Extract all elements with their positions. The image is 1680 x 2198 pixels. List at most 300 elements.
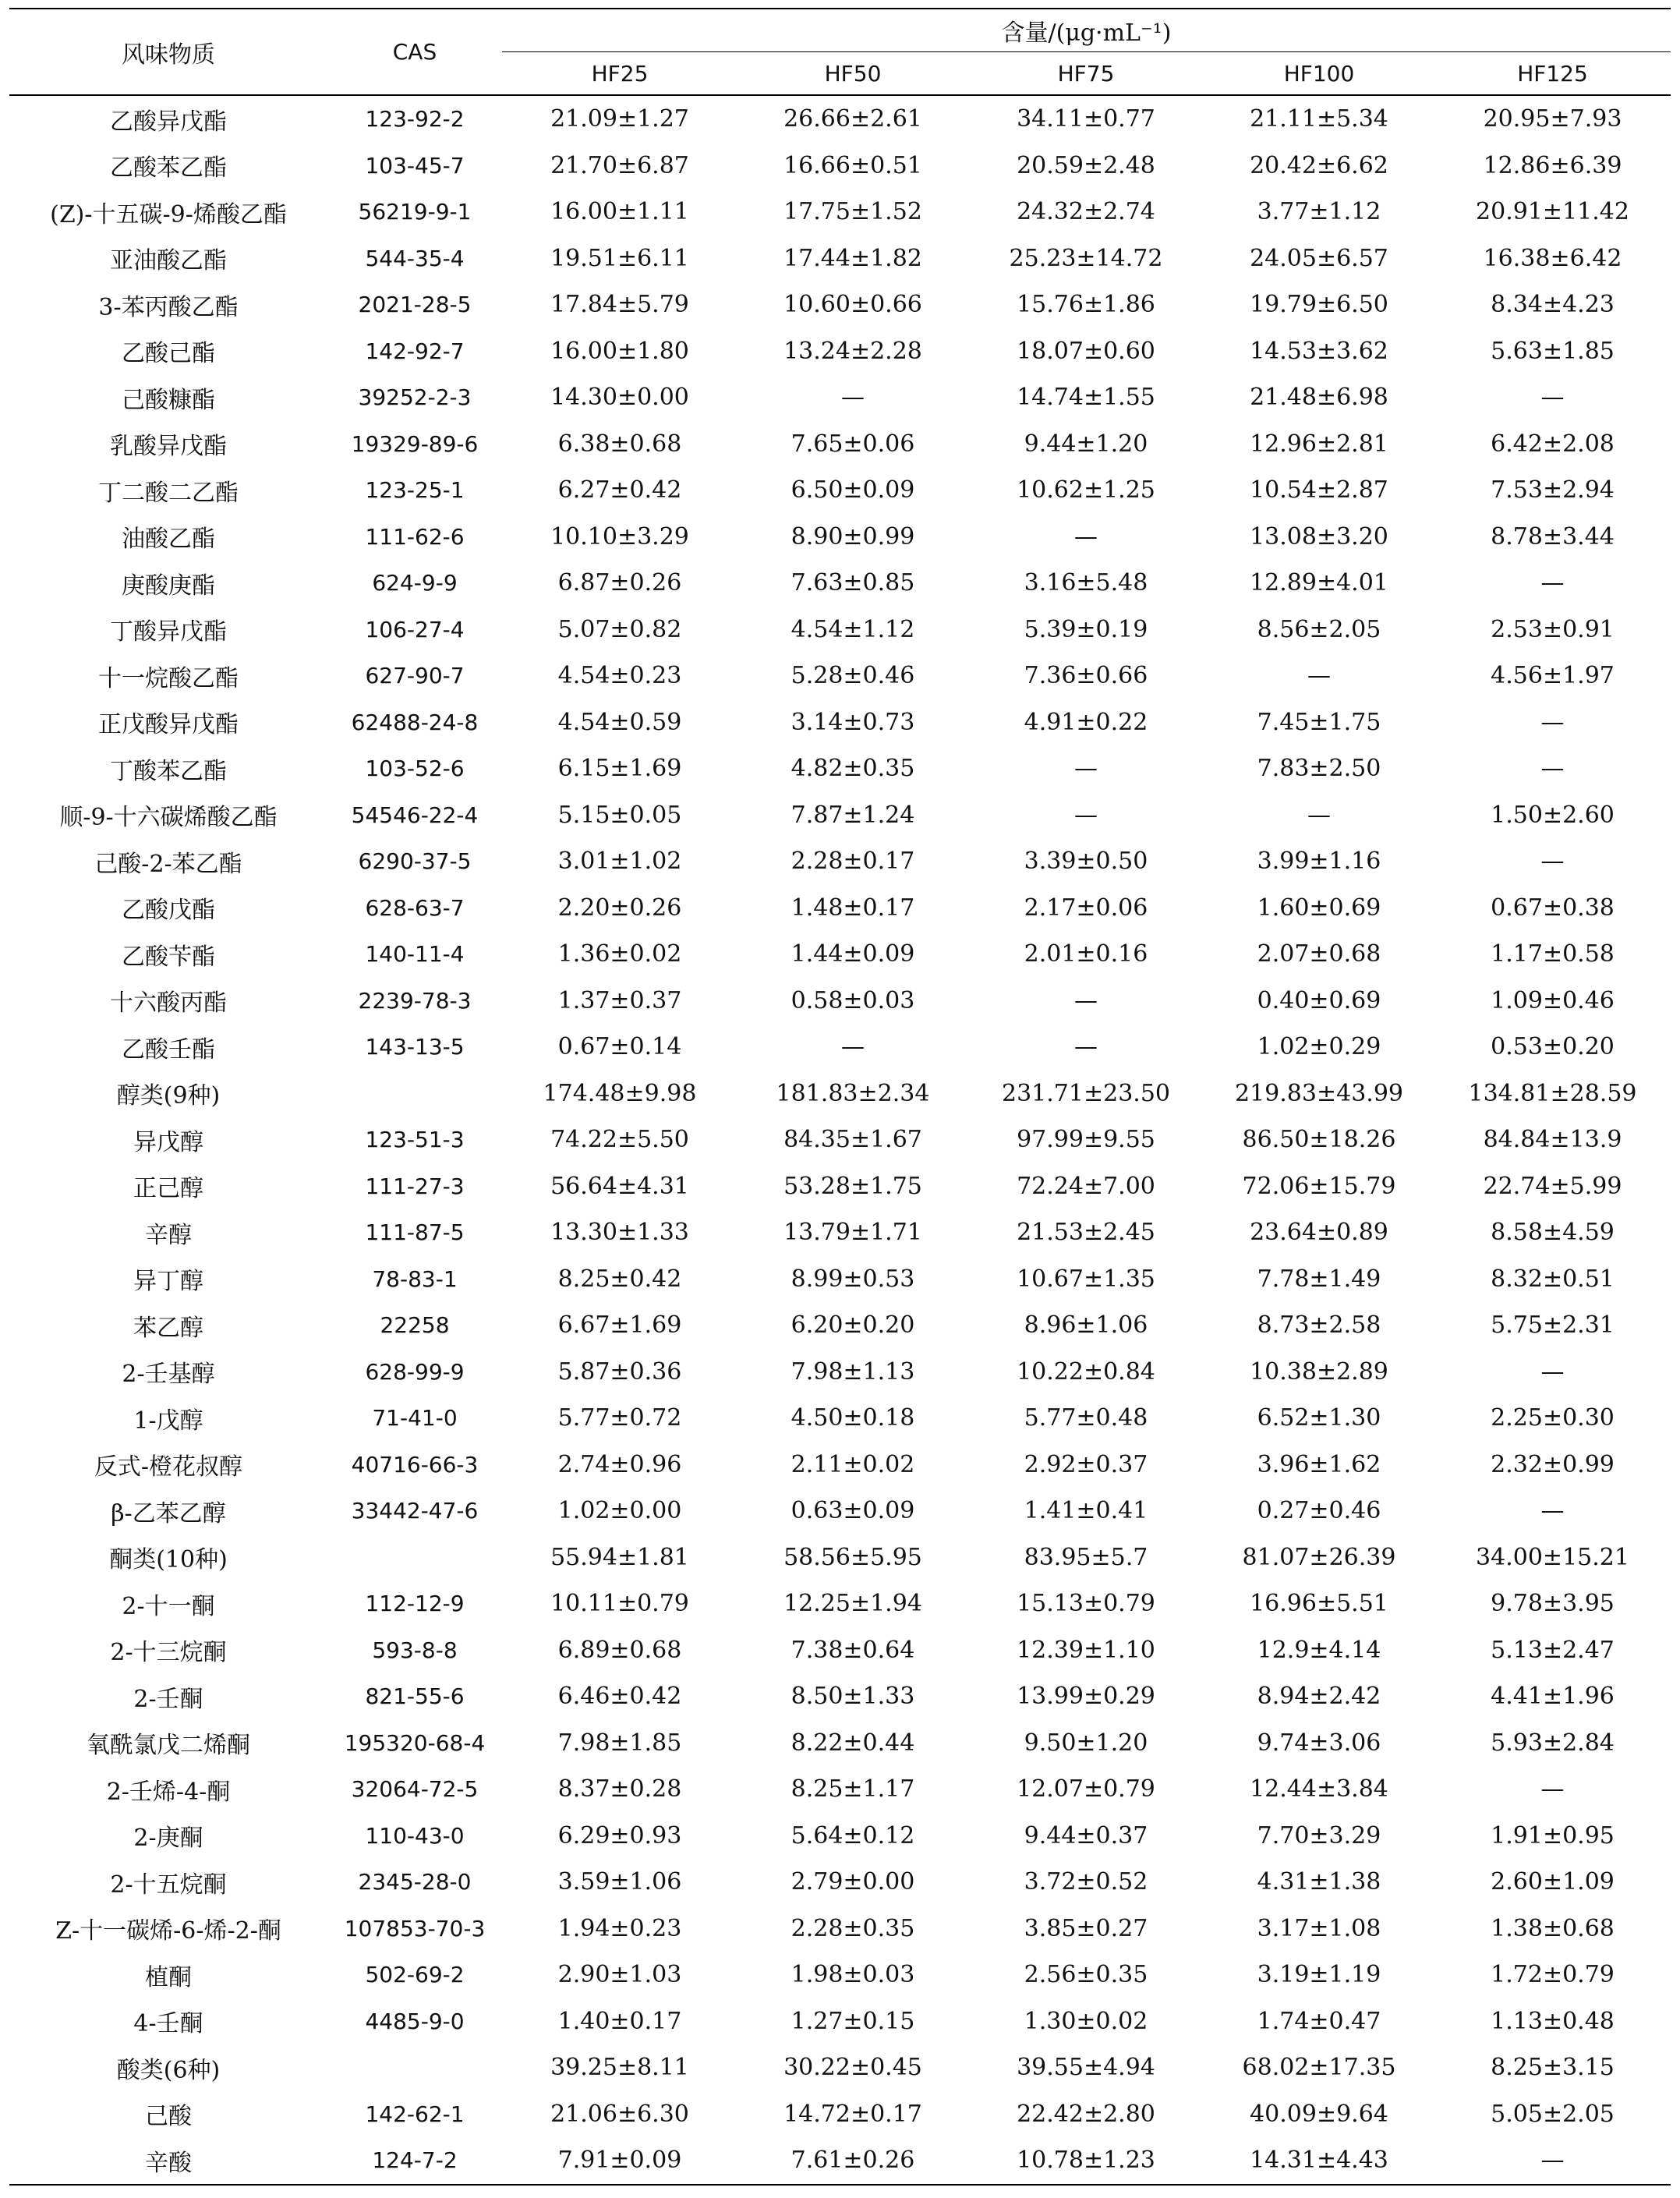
compound-name: 氧酰氯戊二烯酮 <box>87 1732 250 1760</box>
compound-name: 2-庚酮 <box>133 1825 203 1853</box>
cas-number: 32064-72-5 <box>351 1776 479 1803</box>
content-value: 12.44±3.84 <box>1250 1775 1388 1803</box>
content-value: 12.39±1.10 <box>1017 1636 1155 1664</box>
content-value: 0.53±0.20 <box>1491 1033 1615 1061</box>
content-value: 8.25±1.17 <box>790 1775 915 1803</box>
table-row <box>9 1813 1671 1860</box>
compound-name: 植酮 <box>145 1963 192 1991</box>
cas-number: 142-92-7 <box>365 338 465 364</box>
content-value: 2.32±0.99 <box>1491 1450 1615 1478</box>
compound-name: 辛酸 <box>9 2137 327 2185</box>
content-value: — <box>1540 1497 1565 1525</box>
content-value: 8.99±0.53 <box>790 1265 915 1293</box>
content-value: 55.94±1.81 <box>550 1543 689 1571</box>
content-value: 5.63±1.85 <box>1491 337 1615 365</box>
table-row <box>9 885 1671 932</box>
content-value: — <box>1540 1357 1565 1386</box>
table-row <box>9 792 1671 839</box>
cas-number: 106-27-4 <box>365 616 465 642</box>
content-value: 23.64±0.89 <box>1250 1219 1388 1247</box>
content-value: 20.59±2.48 <box>1017 151 1155 179</box>
header-content-unit: 含量/(μg·mL⁻¹) <box>502 9 1671 52</box>
content-value: 14.74±1.55 <box>1017 384 1155 412</box>
table-row <box>9 1071 1671 1117</box>
content-value: 4.54±0.59 <box>557 708 682 736</box>
table-row <box>9 281 1671 328</box>
content-value: 2.11±0.02 <box>790 1450 915 1478</box>
content-value: — <box>1074 1033 1098 1061</box>
content-value: 7.63±0.85 <box>790 569 915 597</box>
compound-name: 乙酸苯乙酯 <box>110 154 227 182</box>
content-value: 13.79±1.71 <box>783 1219 922 1247</box>
table-row <box>9 1906 1671 1952</box>
content-value: 3.17±1.08 <box>1257 1914 1381 1942</box>
content-value: 19.51±6.11 <box>550 244 689 272</box>
content-value: 10.11±0.79 <box>550 1590 689 1618</box>
table-row <box>9 1302 1671 1349</box>
compound-name: 正戊酸异戊酯 <box>98 711 239 739</box>
content-value: 3.72±0.52 <box>1024 1868 1148 1896</box>
content-value: 1.50±2.60 <box>1491 801 1615 829</box>
content-value: 1.38±0.68 <box>1491 1914 1615 1942</box>
content-value: 3.14±0.73 <box>790 708 915 736</box>
compound-name: 丁酸异戊酯 <box>110 618 227 646</box>
compound-name: 异戊醇 <box>133 1128 203 1156</box>
content-value: 0.67±0.14 <box>557 1033 682 1061</box>
content-value: 17.75±1.52 <box>783 198 922 226</box>
table-body <box>9 95 1671 2185</box>
cas-number: 54546-22-4 <box>351 802 479 828</box>
table-row <box>9 1117 1671 1163</box>
content-value: 7.38±0.64 <box>790 1636 915 1664</box>
content-value: 1.48±0.17 <box>790 894 915 922</box>
table-row <box>9 1349 1671 1396</box>
content-value: 8.90±0.99 <box>790 522 915 550</box>
content-value: 2.56±0.35 <box>1024 1961 1148 1989</box>
content-value: — <box>1307 801 1331 829</box>
content-value: 8.73±2.58 <box>1257 1311 1381 1340</box>
cas-number <box>327 1534 502 1581</box>
compound-name: 2-壬酮 <box>133 1685 203 1713</box>
header-sample: HF100 <box>1204 52 1434 96</box>
cas-number: 4485-9-0 <box>365 2008 465 2034</box>
content-value: 6.38±0.68 <box>557 430 682 458</box>
content-value: 9.78±3.95 <box>1491 1590 1615 1618</box>
content-value: 7.53±2.94 <box>1491 476 1615 504</box>
table-row <box>9 978 1671 1025</box>
content-value: 3.59±1.06 <box>557 1868 682 1896</box>
content-value: 1.13±0.48 <box>1491 2007 1615 2035</box>
cas-number: 112-12-9 <box>365 1591 465 1617</box>
cas-number: 544-35-4 <box>365 245 465 271</box>
content-value: 5.77±0.48 <box>1024 1404 1148 1432</box>
content-value: 56.64±4.31 <box>550 1172 689 1200</box>
content-value: 1.98±0.03 <box>790 1961 915 1989</box>
content-value: 8.56±2.05 <box>1257 615 1381 643</box>
table-row <box>9 1534 1671 1581</box>
compound-name: 乙酸苄酯 <box>122 943 215 971</box>
header-cas: CAS <box>327 9 502 95</box>
table-header <box>9 9 1671 95</box>
content-value: 8.34±4.23 <box>1491 291 1615 319</box>
cas-number: 71-41-0 <box>372 1405 458 1432</box>
cas-number <box>327 2044 502 2091</box>
flavor-compounds-table <box>9 8 1671 2186</box>
compound-name: 1-戊醇 <box>133 1407 203 1435</box>
content-value: 6.42±2.08 <box>1491 430 1615 458</box>
compound-name: 乙酸异戊酯 <box>110 108 227 136</box>
table-row <box>9 1952 1671 1998</box>
table-row <box>9 143 1671 189</box>
content-value: 53.28±1.75 <box>783 1172 922 1200</box>
content-value: 8.94±2.42 <box>1257 1683 1381 1711</box>
content-value: 5.39±0.19 <box>1024 615 1148 643</box>
content-value: 4.41±1.96 <box>1491 1683 1615 1711</box>
table-row <box>9 607 1671 653</box>
cas-number: 6290-37-5 <box>358 848 472 875</box>
content-value: 1.41±0.41 <box>1024 1497 1148 1525</box>
table-row <box>9 1163 1671 1210</box>
content-value: 14.30±0.00 <box>550 384 689 412</box>
compound-name: 顺-9-十六碳烯酸乙酯 <box>59 804 278 832</box>
table-row <box>9 653 1671 699</box>
content-value: 83.95±5.7 <box>1024 1543 1148 1571</box>
content-value: 1.91±0.95 <box>1491 1821 1615 1849</box>
content-value: 10.60±0.66 <box>783 291 922 319</box>
content-value: 16.96±5.51 <box>1250 1590 1388 1618</box>
content-value: 10.54±2.87 <box>1250 476 1388 504</box>
compound-name: 乙酸壬酯 <box>122 1035 215 1064</box>
content-value: — <box>1540 384 1565 412</box>
content-value: 21.53±2.45 <box>1017 1219 1155 1247</box>
content-value: 8.78±3.44 <box>1491 522 1615 550</box>
table-row <box>9 931 1671 978</box>
content-value: 2.28±0.17 <box>790 848 915 876</box>
content-value: 7.83±2.50 <box>1257 755 1381 783</box>
cas-number: 22258 <box>380 1312 450 1339</box>
content-value: 0.27±0.46 <box>1257 1497 1381 1525</box>
content-value: 2.92±0.37 <box>1024 1450 1148 1478</box>
content-value: 7.70±3.29 <box>1257 1821 1381 1849</box>
content-value: 7.91±0.09 <box>502 2137 737 2185</box>
content-value: 14.72±0.17 <box>783 2100 922 2128</box>
content-value: 12.96±2.81 <box>1250 430 1388 458</box>
table-row <box>9 1859 1671 1906</box>
table-row <box>9 1580 1671 1627</box>
table-row <box>9 189 1671 235</box>
compound-name: 辛醇 <box>145 1221 192 1249</box>
content-value: 5.93±2.84 <box>1491 1729 1615 1757</box>
compound-name: 油酸乙酯 <box>122 526 215 554</box>
table-row <box>9 235 1671 282</box>
content-value: 12.25±1.94 <box>783 1590 922 1618</box>
compound-name: 丁酸苯乙酯 <box>110 757 227 785</box>
content-value: 219.83±43.99 <box>1235 1079 1403 1107</box>
compound-name: 4-壬酮 <box>133 2010 203 2038</box>
content-value: — <box>1540 755 1565 783</box>
table-row <box>9 699 1671 746</box>
content-value: 13.30±1.33 <box>550 1219 689 1247</box>
content-value: 21.06±6.30 <box>550 2100 689 2128</box>
content-value: 6.20±0.20 <box>790 1311 915 1340</box>
content-value: 26.66±2.61 <box>783 105 922 133</box>
table-row <box>9 328 1671 375</box>
content-value: 5.87±0.36 <box>557 1357 682 1386</box>
content-value: 97.99±9.55 <box>1017 1126 1155 1154</box>
content-value: 34.00±15.21 <box>1476 1543 1629 1571</box>
content-value: 6.15±1.69 <box>557 755 682 783</box>
table-row <box>9 421 1671 468</box>
content-value: 22.74±5.99 <box>1483 1172 1622 1200</box>
content-value: 2.28±0.35 <box>790 1914 915 1942</box>
content-value: 20.42±6.62 <box>1250 151 1388 179</box>
compound-name: (Z)-十五碳-9-烯酸乙酯 <box>50 200 287 228</box>
content-value: 3.19±1.19 <box>1257 1961 1381 1989</box>
content-value: 16.00±1.80 <box>550 337 689 365</box>
content-value: 174.48±9.98 <box>543 1079 697 1107</box>
content-value: 5.05±2.05 <box>1491 2100 1615 2128</box>
content-value: 34.11±0.77 <box>1017 105 1155 133</box>
content-value: 1.17±0.58 <box>1491 940 1615 968</box>
cas-number: 140-11-4 <box>365 941 465 968</box>
compound-name: 苯乙醇 <box>133 1314 203 1342</box>
content-value: 3.77±1.12 <box>1257 198 1381 226</box>
compound-name: 十一烷酸乙酯 <box>98 664 239 692</box>
content-value: — <box>1540 569 1565 597</box>
content-value: 6.52±1.30 <box>1257 1404 1381 1432</box>
content-value: 6.50±0.09 <box>790 476 915 504</box>
table-row <box>9 2044 1671 2091</box>
content-value: — <box>841 384 865 412</box>
content-value: 7.78±1.49 <box>1257 1265 1381 1293</box>
content-value: 39.25±8.11 <box>550 2054 689 2082</box>
cas-number: 39252-2-3 <box>358 384 472 411</box>
content-value: 10.10±3.29 <box>550 522 689 550</box>
content-value: 4.56±1.97 <box>1491 662 1615 690</box>
content-value: 21.70±6.87 <box>550 151 689 179</box>
content-value: 5.15±0.05 <box>557 801 682 829</box>
content-value: — <box>1540 1775 1565 1803</box>
table-row <box>9 1488 1671 1534</box>
content-value: 7.65±0.06 <box>790 430 915 458</box>
content-value: 10.62±1.25 <box>1017 476 1155 504</box>
content-value: 13.24±2.28 <box>783 337 922 365</box>
content-value: 68.02±17.35 <box>1242 2054 1396 2082</box>
compound-name: β-乙苯乙醇 <box>111 1499 226 1527</box>
compound-name: 2-壬基醇 <box>122 1361 215 1389</box>
content-value: 5.77±0.72 <box>557 1404 682 1432</box>
compound-name: 己酸 <box>145 2103 192 2131</box>
cas-number: 124-7-2 <box>327 2137 502 2185</box>
compound-name: 乙酸戊酯 <box>122 897 215 925</box>
content-value: 7.98±1.85 <box>557 1729 682 1757</box>
table-row <box>9 745 1671 792</box>
content-value: — <box>1074 986 1098 1014</box>
content-value: 8.25±0.42 <box>557 1265 682 1293</box>
cas-number: 628-99-9 <box>365 1358 465 1385</box>
cas-number: 103-45-7 <box>365 152 465 179</box>
content-value: 2.74±0.96 <box>557 1450 682 1478</box>
table-row <box>9 1627 1671 1674</box>
cas-number: 628-63-7 <box>365 894 465 921</box>
content-value: 84.35±1.67 <box>783 1126 922 1154</box>
content-value: 5.28±0.46 <box>790 662 915 690</box>
content-value: 86.50±18.26 <box>1242 1126 1396 1154</box>
compound-name: 亚油酸乙酯 <box>110 247 227 275</box>
compound-name: 己酸-2-苯乙酯 <box>94 850 242 878</box>
content-value: 2.60±1.09 <box>1491 1868 1615 1896</box>
content-value: 58.56±5.95 <box>783 1543 922 1571</box>
cas-number: 821-55-6 <box>365 1683 465 1710</box>
table-row <box>9 1256 1671 1303</box>
content-value: 2.25±0.30 <box>1491 1404 1615 1432</box>
content-value: 72.06±15.79 <box>1242 1172 1396 1200</box>
content-value: 2.01±0.16 <box>1024 940 1148 968</box>
content-value: 16.38±6.42 <box>1483 244 1622 272</box>
header-sample: HF25 <box>502 52 737 96</box>
content-value: 2.53±0.91 <box>1491 615 1615 643</box>
cas-number: 2021-28-5 <box>358 292 472 318</box>
content-value: 21.48±6.98 <box>1250 384 1388 412</box>
content-value: 2.79±0.00 <box>790 1868 915 1896</box>
compound-name: 乳酸异戊酯 <box>110 433 227 461</box>
content-value: 12.89±4.01 <box>1250 569 1388 597</box>
cas-number: 19329-89-6 <box>351 430 479 457</box>
content-value: 21.11±5.34 <box>1250 105 1388 133</box>
table-row <box>9 1442 1671 1488</box>
content-value: 16.66±0.51 <box>783 151 922 179</box>
content-value: 22.42±2.80 <box>1017 2100 1155 2128</box>
cas-number: 107853-70-3 <box>344 1915 486 1941</box>
content-value: 8.50±1.33 <box>790 1683 915 1711</box>
table-row <box>9 1766 1671 1813</box>
content-value: 9.44±0.37 <box>1024 1821 1148 1849</box>
content-value: 15.13±0.79 <box>1017 1590 1155 1618</box>
cas-number: 142-62-1 <box>365 2101 465 2127</box>
content-value: — <box>1074 755 1098 783</box>
content-value: 3.16±5.48 <box>1024 569 1148 597</box>
cas-number: 627-90-7 <box>365 663 465 689</box>
content-value: 0.40±0.69 <box>1257 986 1381 1014</box>
table-row <box>9 560 1671 607</box>
compound-name: 醇类(9种) <box>116 1082 221 1110</box>
cas-number: 103-52-6 <box>365 756 465 782</box>
cas-number: 111-62-6 <box>365 523 465 550</box>
header-sample: HF75 <box>968 52 1204 96</box>
content-value: — <box>1307 662 1331 690</box>
cas-number: 111-27-3 <box>365 1173 465 1199</box>
compound-name: 己酸糠酯 <box>122 386 215 414</box>
content-value: 8.22±0.44 <box>790 1729 915 1757</box>
content-value: 6.27±0.42 <box>557 476 682 504</box>
cas-number: 123-51-3 <box>365 1127 465 1153</box>
content-value: 5.13±2.47 <box>1491 1636 1615 1664</box>
content-value: 4.31±1.38 <box>1257 1868 1381 1896</box>
table-row <box>9 1209 1671 1256</box>
content-value: 6.67±1.69 <box>557 1311 682 1340</box>
content-value: 4.91±0.22 <box>1024 708 1148 736</box>
content-value: 74.22±5.50 <box>550 1126 689 1154</box>
content-value: 19.79±6.50 <box>1250 291 1388 319</box>
content-value: 3.99±1.16 <box>1257 848 1381 876</box>
compound-name: 2-十五烷酮 <box>110 1871 227 1899</box>
content-value: 6.89±0.68 <box>557 1636 682 1664</box>
content-value: 24.05±6.57 <box>1250 244 1388 272</box>
content-value: 84.84±13.9 <box>1483 1126 1622 1154</box>
table-row <box>9 514 1671 561</box>
table-row <box>9 2091 1671 2138</box>
content-value: 0.67±0.38 <box>1491 894 1615 922</box>
content-value: 12.86±6.39 <box>1483 151 1622 179</box>
content-value: 2.20±0.26 <box>557 894 682 922</box>
cas-number: 143-13-5 <box>365 1034 465 1060</box>
compound-name: 庚酸庚酯 <box>122 572 215 600</box>
content-value: 7.87±1.24 <box>790 801 915 829</box>
content-value: 7.36±0.66 <box>1024 662 1148 690</box>
content-value: 13.99±0.29 <box>1017 1683 1155 1711</box>
content-value: — <box>841 1033 865 1061</box>
content-value: 4.54±1.12 <box>790 615 915 643</box>
table-row <box>9 1673 1671 1720</box>
content-value: 40.09±9.64 <box>1250 2100 1388 2128</box>
compound-name: 异丁醇 <box>133 1268 203 1296</box>
content-value: — <box>1434 2137 1671 2185</box>
compound-name: 3-苯丙酸乙酯 <box>98 293 239 321</box>
content-value: 8.32±0.51 <box>1491 1265 1615 1293</box>
cas-number: 123-92-2 <box>365 106 465 133</box>
content-value: 3.96±1.62 <box>1257 1450 1381 1478</box>
content-value: 21.09±1.27 <box>550 105 689 133</box>
content-value: 8.37±0.28 <box>557 1775 682 1803</box>
content-value: — <box>1074 801 1098 829</box>
content-value: 4.50±0.18 <box>790 1404 915 1432</box>
content-value: 14.31±4.43 <box>1204 2137 1434 2185</box>
content-value: 24.32±2.74 <box>1017 198 1155 226</box>
table-row <box>9 467 1671 514</box>
content-value: 39.55±4.94 <box>1017 2054 1155 2082</box>
content-value: 1.27±0.15 <box>790 2007 915 2035</box>
cas-number: 110-43-0 <box>365 1822 465 1849</box>
compound-name: 2-壬烯-4-酮 <box>106 1778 231 1806</box>
content-value: 7.98±1.13 <box>790 1357 915 1386</box>
content-value: 16.00±1.11 <box>550 198 689 226</box>
content-value: 231.71±23.50 <box>1002 1079 1170 1107</box>
content-value: 181.83±2.34 <box>776 1079 930 1107</box>
content-value: 2.90±1.03 <box>557 1961 682 1989</box>
content-value: 1.36±0.02 <box>557 940 682 968</box>
content-value: 12.07±0.79 <box>1017 1775 1155 1803</box>
content-value: — <box>1540 708 1565 736</box>
content-value: 10.22±0.84 <box>1017 1357 1155 1386</box>
cas-number: 123-25-1 <box>365 477 465 504</box>
content-value: 14.53±3.62 <box>1250 337 1388 365</box>
content-value: 8.58±4.59 <box>1491 1219 1615 1247</box>
table-row <box>9 2137 1671 2185</box>
content-value: 0.63±0.09 <box>790 1497 915 1525</box>
content-value: 17.44±1.82 <box>783 244 922 272</box>
content-value: 4.54±0.23 <box>557 662 682 690</box>
compound-name: 丁二酸二乙酯 <box>98 479 239 507</box>
table-row <box>9 374 1671 421</box>
content-value: 12.9±4.14 <box>1257 1636 1381 1664</box>
content-value: 1.40±0.17 <box>557 2007 682 2035</box>
content-value: 3.01±1.02 <box>557 848 682 876</box>
content-value: 10.67±1.35 <box>1017 1265 1155 1293</box>
header-sample: HF125 <box>1434 52 1671 96</box>
content-value: 3.39±0.50 <box>1024 848 1148 876</box>
cas-number: 62488-24-8 <box>351 709 479 735</box>
content-value: 2.17±0.06 <box>1024 894 1148 922</box>
